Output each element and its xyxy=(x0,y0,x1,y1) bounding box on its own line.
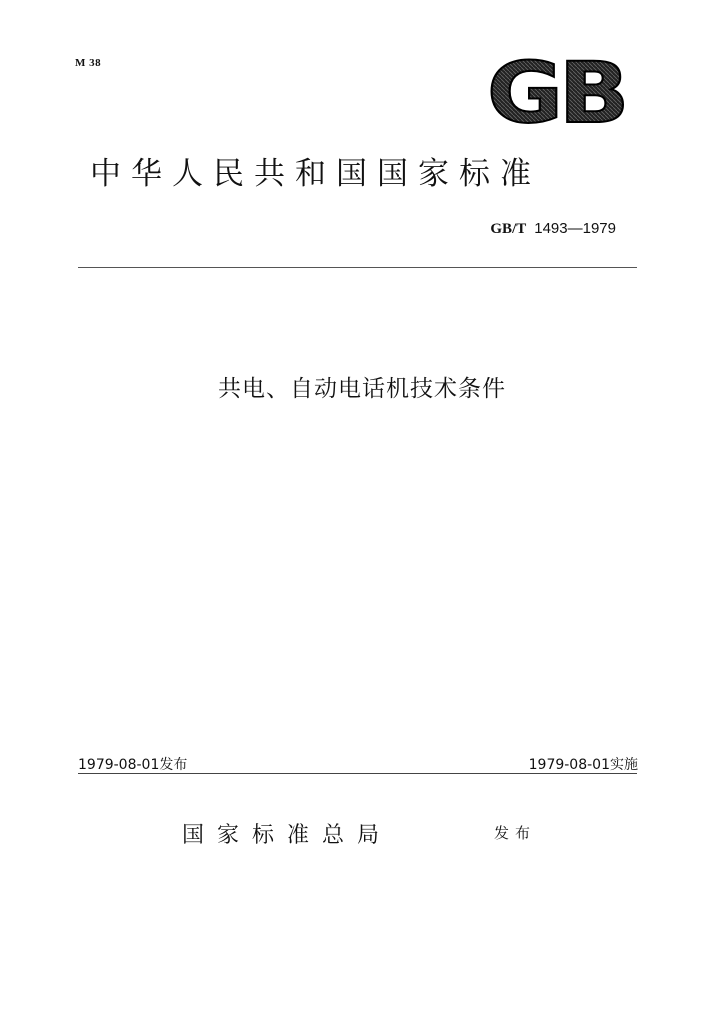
standard-number xyxy=(490,219,616,238)
issue-date: 1979-08-01发布 xyxy=(78,757,188,773)
gb-logo xyxy=(485,55,627,130)
document-title: 共电、自动电话机技术条件 xyxy=(218,376,506,402)
gb-logo-text: GB xyxy=(487,55,625,130)
issuing-authority: 国家标准总局 xyxy=(182,823,393,848)
standard-number-value: 1493—1979 xyxy=(534,220,616,237)
issuer-action: 发布 xyxy=(494,824,537,842)
standard-code: GB/T xyxy=(490,221,527,237)
footer-divider xyxy=(78,773,637,774)
classification-code: M 38 xyxy=(75,57,102,69)
implementation-date: 1979-08-01实施 xyxy=(528,757,638,773)
header-divider xyxy=(78,267,637,268)
standard-title: 中华人民共和国国家标准 xyxy=(90,156,541,192)
